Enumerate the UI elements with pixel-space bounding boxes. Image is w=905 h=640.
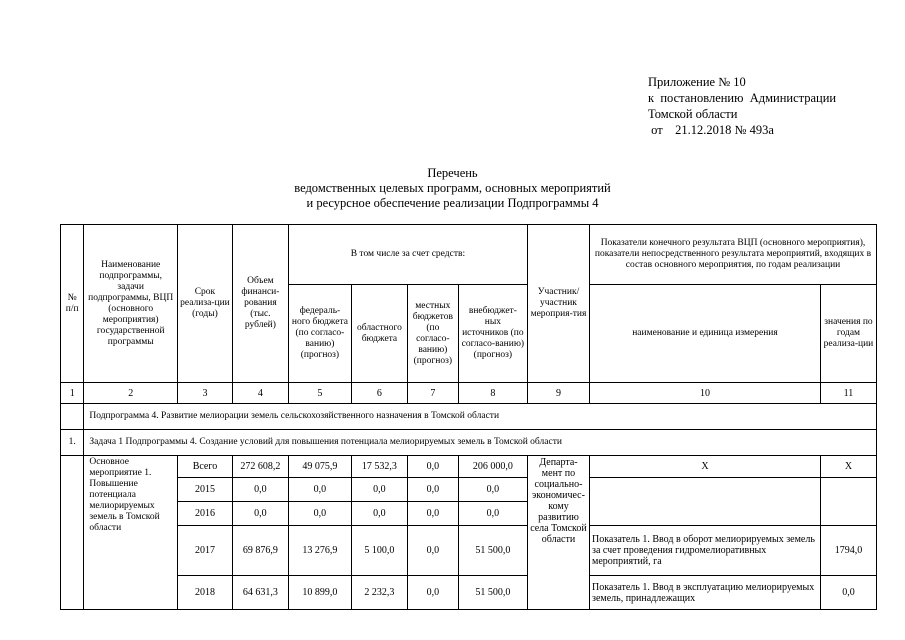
row-regional: 2 232,3 [351,576,407,610]
col-number: 9 [527,383,589,404]
resource-table [60,224,877,610]
col-number: 1 [61,383,84,404]
row-extra: 0,0 [458,478,527,502]
indicator-x-value: Х [820,456,876,478]
appendix-line-1: Приложение № 10 [648,75,746,89]
row-regional: 17 532,3 [351,456,407,478]
header-period: Срок реализа-ции (годы) [177,225,232,383]
col-number: 3 [177,383,232,404]
col-number: 10 [590,383,821,404]
col-number: 4 [232,383,288,404]
appendix-block [648,74,836,138]
appendix-line-2: к постановлению Администрации [648,91,837,105]
header-name: Наименование подпрограммы, задачи подпрограммы, ВЦП (основного мероприятия) государственной программы [84,225,178,383]
header-row-1 [61,225,877,285]
row-local: 0,0 [407,526,458,576]
col-number: 8 [458,383,527,404]
col-number: 7 [407,383,458,404]
subprogram-row [61,404,877,430]
row-extra: 206 000,0 [458,456,527,478]
task-num: 1. [61,430,84,456]
indicator-x: Х [590,456,821,478]
header-indicator-values: значения по годам реализа-ции [820,285,876,383]
measure-num-cell [61,456,84,610]
row-regional: 0,0 [351,502,407,526]
row-volume: 0,0 [232,502,288,526]
document-heading [0,166,905,211]
header-volume: Объем финанси-рования (тыс. рублей) [232,225,288,383]
row-federal: 0,0 [288,478,351,502]
row-regional: 0,0 [351,478,407,502]
heading-line-3: и ресурсное обеспечение реализации Подпрограммы 4 [306,196,599,210]
task-title: Задача 1 Подпрограммы 4. Создание условий для повышения потенциала мелиорируемых земель в Томской области [84,430,877,456]
header-federal: федераль-ного бюджета (по согласо-ванию) (прогноз) [288,285,351,383]
row-federal: 13 276,9 [288,526,351,576]
indicator-2018: Показатель 1. Ввод в эксплуатацию мелиорируемых земель, принадлежащих [590,576,821,610]
header-participant: Участник/ участник мероприя-тия [527,225,589,383]
subprogram-title: Подпрограмма 4. Развитие мелиорации земель сельскохозяйственного назначения в Томской области [84,404,877,430]
col-number: 11 [820,383,876,404]
row-regional: 5 100,0 [351,526,407,576]
row-year: 2016 [177,502,232,526]
appendix-line-3: Томской области [648,107,738,121]
col-number: 6 [351,383,407,404]
heading-line-2: ведомственных целевых программ, основных мероприятий [294,181,611,195]
row-extra: 51 500,0 [458,526,527,576]
row-year: Всего [177,456,232,478]
header-extra: внебюджет-ных источников (по согласо-ванию) (прогноз) [458,285,527,383]
row-year: 2017 [177,526,232,576]
indicator-empty [590,478,821,526]
column-number-row [61,383,877,404]
row-local: 0,0 [407,576,458,610]
appendix-line-4: от 21.12.2018 № 493а [648,123,774,137]
row-volume: 272 608,2 [232,456,288,478]
header-num: № п/п [61,225,84,383]
header-regional: областного бюджета [351,285,407,383]
data-row-2018 [61,576,877,610]
row-volume: 0,0 [232,478,288,502]
col-number: 5 [288,383,351,404]
row-local: 0,0 [407,456,458,478]
indicator-2017-value: 1794,0 [820,526,876,576]
row-volume: 64 631,3 [232,576,288,610]
col-number: 2 [84,383,178,404]
participant-cell: Департа-мент по социально-экономичес-кому развитию села Томской области [527,456,589,610]
row-federal: 49 075,9 [288,456,351,478]
subprogram-num-cell [61,404,84,430]
data-row-2015 [61,478,877,502]
row-federal: 0,0 [288,502,351,526]
measure-name: Основное мероприятие 1. Повышение потенциала мелиорируемых земель в Томской области [84,456,178,610]
task-row [61,430,877,456]
row-extra: 0,0 [458,502,527,526]
indicator-2018-value: 0,0 [820,576,876,610]
heading-line-1: Перечень [427,166,478,180]
row-local: 0,0 [407,478,458,502]
data-row-2017 [61,526,877,576]
row-volume: 69 876,9 [232,526,288,576]
row-year: 2018 [177,576,232,610]
header-indicator-name: наименование и единица измерения [590,285,821,383]
header-indicators: Показатели конечного результата ВЦП (основного мероприятия), показатели непосредственного результата мероприятий, входящих в состав основного мероприятия, по годам реализации [590,225,877,285]
header-local: местных бюджетов (по согласо-ванию) (прогноз) [407,285,458,383]
header-including: В том числе за счет средств: [288,225,527,285]
row-federal: 10 899,0 [288,576,351,610]
row-year: 2015 [177,478,232,502]
indicator-empty-value [820,478,876,526]
indicator-2017: Показатель 1. Ввод в оборот мелиорируемых земель за счет проведения гидромелиоративных мероприятий, га [590,526,821,576]
row-extra: 51 500,0 [458,576,527,610]
row-local: 0,0 [407,502,458,526]
data-row-total [61,456,877,478]
